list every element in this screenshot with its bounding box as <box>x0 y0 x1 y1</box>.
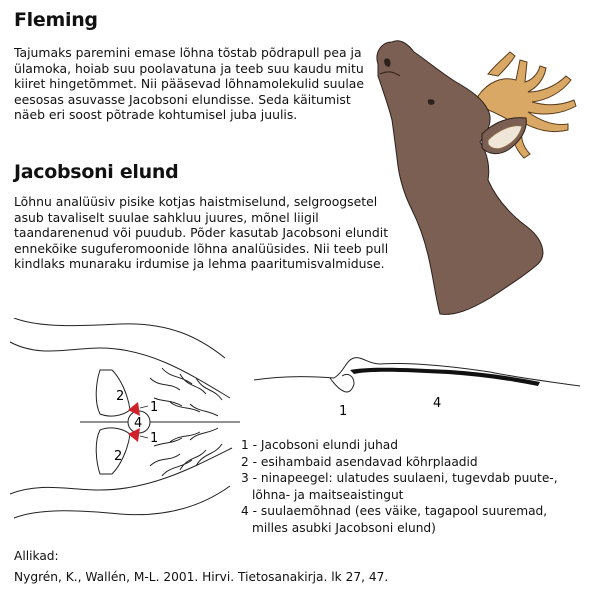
side-section-diagram <box>250 340 600 420</box>
side-label-4: 4 <box>433 396 442 411</box>
legend-item-1: 1 - Jacobsoni elundi juhad <box>241 438 399 452</box>
palate-label-2-top: 2 <box>116 389 125 404</box>
legend-item-4-continued: milles asubki Jacobsoni elund) <box>252 520 436 535</box>
sources-label: Allikad: <box>14 549 59 563</box>
side-label-1: 1 <box>339 404 348 419</box>
source-reference: Nygrén, K., Wallén, M-L. 2001. Hirvi. Tietosanakirja. lk 27, 47. <box>14 570 389 584</box>
legend-item-3: 3 - ninapeegel: ulatudes suulaeni, tugevdab puute-, <box>241 471 558 486</box>
palate-label-1-bottom: 1 <box>150 431 159 446</box>
legend-item-2: 2 - esihambaid asendavad kõhrplaadid <box>241 454 478 469</box>
jacobson-organ-paragraph: Lõhnu analüüsiv pisike kotjas haistmiselund, selgroogsetel asub tavaliselt suulae sahkluu juures, mõnel liigil taandarenenud või puudub. Põder kasutab Jacobsoni elundit ennekõike suguferomoonide lõhna analüüsides. Nii teeb pull kindlaks munaraku irdumise ja lehma paaritumisvalmiduse. <box>14 194 389 272</box>
section-title-fleming: Fleming <box>14 9 98 31</box>
moose-head-illustration <box>370 30 608 320</box>
diagram-legend <box>241 437 606 537</box>
palate-label-2-bottom: 2 <box>114 449 123 464</box>
palate-label-1-top: 1 <box>150 400 159 415</box>
fleming-paragraph: Tajumaks paremini emase lõhna tõstab põdrapull pea ja ülamoka, hoiab suu poolavatuna ja teeb suu kaudu mitu kiiret hingetõmmet. Nii pääsevad lõhnamolekulid suulae eesosas asuvasse Jacobsoni elundisse. Seda käitumist näeb eri soost põtrade kohtumisel juba juulis. <box>14 45 365 123</box>
legend-item-4: 4 - suulaemõhnad (ees väike, tagapool suuremad, <box>241 504 548 519</box>
palate-label-4: 4 <box>134 416 143 431</box>
section-title-jacobson-organ: Jacobsoni elund <box>14 161 179 183</box>
legend-item-3-continued: lõhna- ja maitseaistingut <box>252 487 404 502</box>
palate-diagram <box>0 318 240 536</box>
